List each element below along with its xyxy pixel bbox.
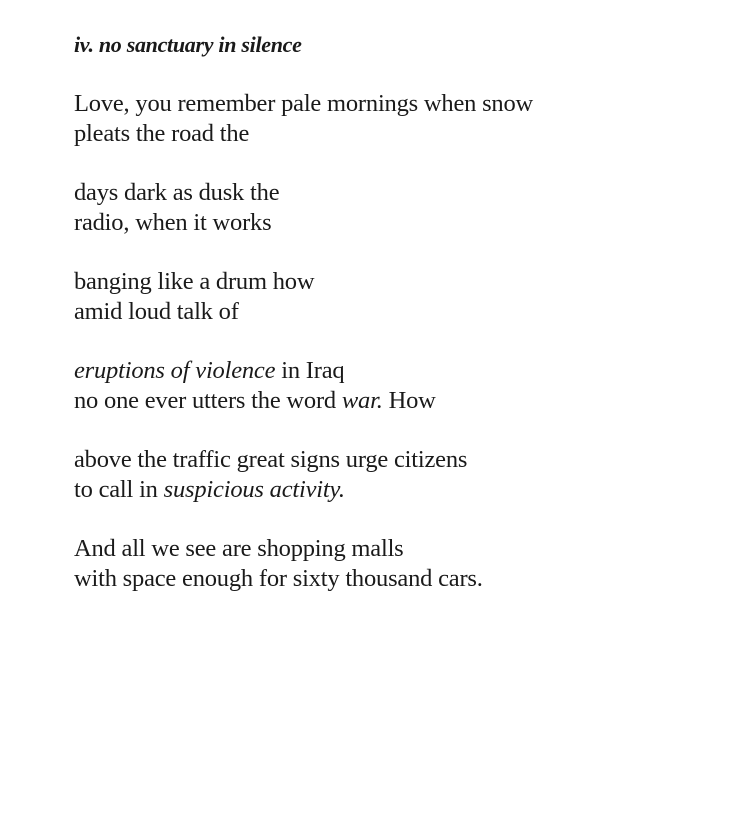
- line-text: pleats the road the: [74, 119, 250, 147]
- poem-line: [74, 178, 694, 208]
- poem-line: [74, 564, 694, 594]
- stanza-1: [74, 89, 694, 148]
- poem-title: iv. no sanctuary in silence: [74, 32, 302, 57]
- stanza-2: [74, 178, 694, 237]
- poem-line: [74, 534, 694, 564]
- poem-line: [74, 297, 694, 327]
- italic-word: war.: [341, 386, 383, 414]
- line-text: with space enough for sixty thousand cars.: [74, 564, 483, 592]
- line-text: amid loud talk of: [74, 297, 239, 325]
- line-text: banging like a drum how: [74, 268, 315, 295]
- line-text: above the traffic great signs urge citizens: [74, 446, 468, 473]
- line-text: And all we see are shopping malls: [74, 535, 404, 562]
- poem-line: [74, 445, 694, 475]
- poem-line: [74, 356, 694, 386]
- line-text: in Iraq: [275, 357, 345, 384]
- poem-line: [74, 208, 694, 238]
- poem-line: [74, 475, 694, 505]
- poem-page: [74, 30, 694, 623]
- line-text: radio, when it works: [74, 208, 272, 236]
- line-text: no one ever utters the word: [74, 386, 342, 414]
- stanza-5: [74, 445, 694, 504]
- poem-line: [74, 89, 694, 119]
- stanza-6: [74, 534, 694, 593]
- line-text: Love, you remember pale mornings when snow: [74, 90, 534, 117]
- italic-phrase: eruptions of violence: [74, 357, 276, 384]
- italic-phrase: suspicious activity.: [163, 475, 345, 503]
- poem-line: [74, 386, 694, 416]
- line-text: days dark as dusk the: [74, 179, 280, 206]
- line-text: to call in: [74, 475, 164, 503]
- line-text: How: [382, 386, 436, 414]
- stanza-4: [74, 356, 694, 415]
- poem-line: [74, 119, 694, 149]
- poem-line: [74, 267, 694, 297]
- stanza-3: [74, 267, 694, 326]
